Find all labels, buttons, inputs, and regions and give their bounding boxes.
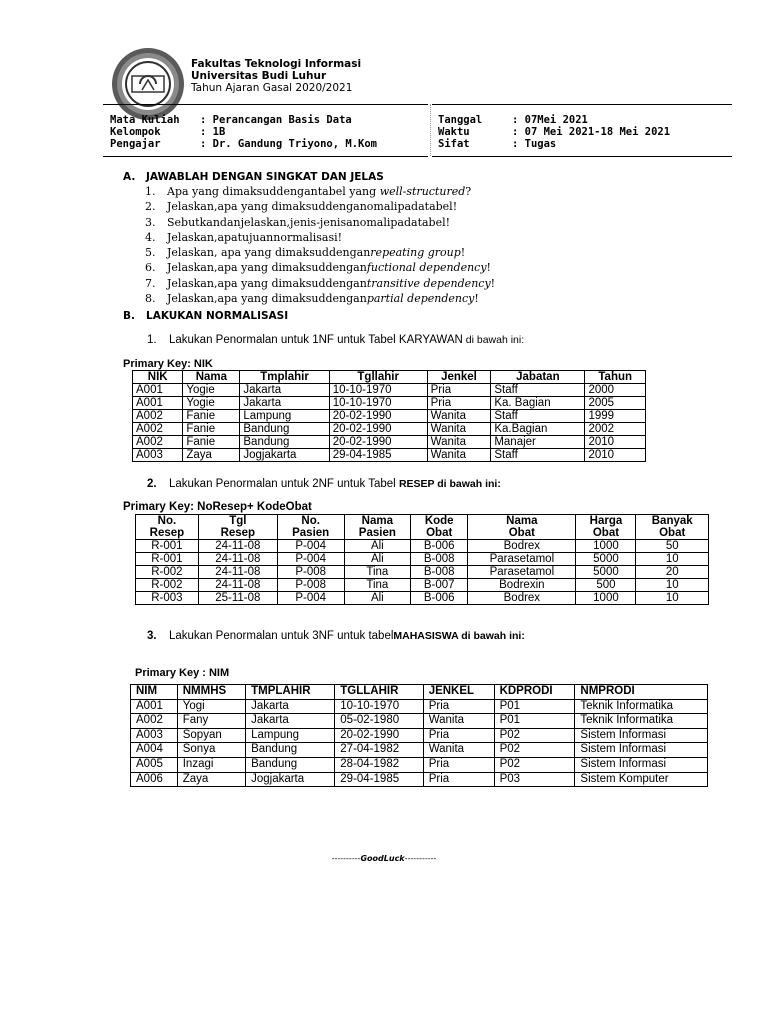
- question-punct: !: [460, 246, 466, 260]
- table-cell: P02: [494, 728, 575, 743]
- table1-primary-key: Primary Key: NIK: [123, 358, 213, 370]
- table-cell: A002: [133, 410, 183, 423]
- column-header-line: Resep: [220, 527, 256, 539]
- column-header: KDPRODI: [494, 685, 575, 700]
- table-cell: Sistem Komputer: [575, 772, 708, 787]
- section-a-letter: A.: [123, 171, 136, 183]
- table-cell: Pria: [427, 397, 491, 410]
- table-cell: 27-04-1982: [335, 743, 423, 758]
- table-row: [133, 423, 646, 436]
- table-cell: B-008: [411, 553, 468, 566]
- table-cell: Parasetamol: [468, 566, 576, 579]
- table-cell: 1000: [576, 540, 636, 553]
- table-cell: A002: [133, 423, 183, 436]
- b2-instruction: [147, 478, 501, 490]
- table-cell: Sistem Informasi: [575, 728, 708, 743]
- column-header: TGLLAHIR: [335, 685, 423, 700]
- column-header: Nama: [183, 371, 240, 384]
- table-row: [136, 540, 709, 553]
- table-cell: Fanie: [183, 436, 240, 449]
- table-row: [131, 714, 708, 729]
- table-cell: P02: [494, 743, 575, 758]
- university-name: Universitas Budi Luhur: [191, 70, 327, 82]
- question-punct: !: [486, 261, 491, 275]
- column-header-line: Harga: [589, 515, 623, 527]
- table-cell: Wanita: [427, 410, 491, 423]
- table-cell: Wanita: [423, 714, 494, 729]
- table-cell: A001: [133, 397, 183, 410]
- table-row: [131, 728, 708, 743]
- table-cell: 24-11-08: [198, 553, 277, 566]
- column-header: NIK: [133, 371, 183, 384]
- table-cell: Teknik Informatika: [575, 714, 708, 729]
- table-cell: 29-04-1985: [329, 449, 427, 462]
- table-cell: B-006: [411, 540, 468, 553]
- table-cell: A004: [131, 743, 178, 758]
- academic-year: Tahun Ajaran Gasal 2020/2021: [191, 82, 353, 94]
- table-cell: Pria: [423, 699, 494, 714]
- b3-bold: MAHASISWA di bawah ini:: [393, 630, 525, 642]
- column-header: [344, 515, 411, 540]
- table-cell: 2005: [585, 397, 646, 410]
- table-cell: Bodrex: [468, 592, 576, 605]
- table-cell: B-008: [411, 566, 468, 579]
- table-cell: 5000: [576, 566, 636, 579]
- question-item: [145, 276, 495, 291]
- table-cell: A006: [131, 772, 178, 787]
- question-punct: ?: [465, 185, 472, 198]
- column-header: JENKEL: [423, 685, 494, 700]
- b3-text: Lakukan Penormalan untuk 3NF untuk tabel: [169, 630, 394, 642]
- info-rule-left: [103, 156, 428, 157]
- table-cell: Jogjakarta: [240, 449, 329, 462]
- resep-table: [135, 514, 709, 605]
- table-cell: Manajer: [491, 436, 585, 449]
- info-divider: [430, 104, 431, 156]
- table-cell: 10: [636, 592, 709, 605]
- column-header: TMPLAHIR: [246, 685, 335, 700]
- table-cell: Sonya: [177, 743, 245, 758]
- question-text: Jelaskan, apa yang dimaksuddengan: [167, 246, 371, 260]
- table-cell: 20-02-1990: [329, 423, 427, 436]
- table-cell: Tina: [344, 579, 411, 592]
- column-header: NMMHS: [177, 685, 245, 700]
- karyawan-table: [132, 370, 646, 462]
- table-cell: Lampung: [246, 728, 335, 743]
- column-header: NMPRODI: [575, 685, 708, 700]
- b1-suffix: di bawah ini:: [462, 334, 525, 346]
- b3-number: 3.: [147, 630, 157, 642]
- table-cell: Pria: [423, 772, 494, 787]
- table-cell: Ali: [344, 553, 411, 566]
- value-mata-kuliah: : Perancangan Basis Data: [200, 114, 352, 126]
- table-cell: Ka.Bagian: [491, 423, 585, 436]
- table-row: [133, 449, 646, 462]
- table-cell: Yogi: [177, 699, 245, 714]
- table-cell: 05-02-1980: [335, 714, 423, 729]
- table3-primary-key: Primary Key : NIM: [135, 667, 230, 679]
- question-number: 1.: [145, 185, 156, 198]
- table-cell: Wanita: [427, 449, 491, 462]
- column-header-line: Tgl: [229, 515, 247, 527]
- table-cell: 10-10-1970: [329, 397, 427, 410]
- table-cell: 5000: [576, 553, 636, 566]
- question-text: Sebutkandanjelaskan,jenis-jenisanomalipadatabel!: [167, 215, 451, 229]
- column-header-line: No.: [301, 515, 320, 527]
- table-cell: P-008: [277, 566, 344, 579]
- table-cell: A001: [131, 699, 178, 714]
- table-cell: 1999: [585, 410, 646, 423]
- table-cell: 20-02-1990: [329, 436, 427, 449]
- table-cell: A002: [133, 436, 183, 449]
- column-header-line: Obat: [659, 527, 686, 539]
- question-term: partial dependency: [366, 292, 475, 306]
- column-header-line: Nama: [506, 515, 538, 527]
- question-text: Apa yang dimaksuddengantabel yang: [167, 185, 380, 198]
- question-list: [145, 184, 495, 306]
- table-cell: P-004: [277, 592, 344, 605]
- b1-number: 1.: [147, 334, 157, 346]
- table-row: [131, 757, 708, 772]
- question-item: [145, 245, 495, 260]
- mahasiswa-table: [130, 684, 708, 787]
- table-cell: Sistem Informasi: [575, 757, 708, 772]
- table-cell: Fany: [177, 714, 245, 729]
- table-cell: P01: [494, 699, 575, 714]
- logo-caption: [0, 0, 1, 1]
- table-cell: Staff: [491, 410, 585, 423]
- column-header-line: Obat: [592, 527, 620, 539]
- table-row: [133, 397, 646, 410]
- label-sifat: Sifat: [438, 138, 470, 150]
- table-cell: 2002: [585, 423, 646, 436]
- column-header: [277, 515, 344, 540]
- table-cell: A005: [131, 757, 178, 772]
- table-cell: Tina: [344, 566, 411, 579]
- table-cell: 1000: [576, 592, 636, 605]
- table-cell: Jogjakarta: [246, 772, 335, 787]
- table-cell: R-002: [136, 579, 199, 592]
- table-cell: Parasetamol: [468, 553, 576, 566]
- section-b-letter: B.: [123, 310, 135, 322]
- question-number: 7.: [145, 276, 156, 290]
- value-tanggal: : 07Mei 2021: [512, 114, 588, 126]
- table-cell: 10-10-1970: [329, 384, 427, 397]
- label-pengajar: Pengajar: [110, 138, 161, 150]
- table-row: [133, 436, 646, 449]
- table-cell: Staff: [491, 384, 585, 397]
- footer-dashes-right: -----------: [404, 854, 437, 863]
- label-waktu: Waktu: [438, 126, 470, 138]
- header-rule-right: [432, 104, 732, 105]
- value-waktu: : 07 Mei 2021-18 Mei 2021: [512, 126, 671, 138]
- table-cell: Pria: [423, 728, 494, 743]
- info-rule-right: [432, 156, 732, 157]
- table-cell: P-008: [277, 579, 344, 592]
- table-cell: Yogie: [183, 397, 240, 410]
- info-values-right: [512, 114, 670, 150]
- table-cell: 24-11-08: [198, 540, 277, 553]
- table-cell: P02: [494, 757, 575, 772]
- table-cell: Jakarta: [240, 397, 329, 410]
- question-text: Jelaskan,apa yang dimaksuddengan: [167, 261, 367, 275]
- column-header: Tmplahir: [240, 371, 329, 384]
- label-tanggal: Tanggal: [438, 114, 483, 126]
- table-cell: Jakarta: [240, 384, 329, 397]
- table-cell: A002: [131, 714, 178, 729]
- table-cell: Sopyan: [177, 728, 245, 743]
- table-row: [136, 579, 709, 592]
- table-cell: Bandung: [240, 436, 329, 449]
- table-cell: Bandung: [240, 423, 329, 436]
- question-item: [145, 184, 495, 199]
- question-text: Jelaskan,apatujuannormalisasi!: [167, 230, 343, 244]
- table-cell: Jakarta: [246, 714, 335, 729]
- question-term: fuctional dependency: [366, 261, 487, 275]
- table-row: [133, 384, 646, 397]
- table-row: [133, 410, 646, 423]
- table-row: [136, 553, 709, 566]
- question-text: Jelaskan,apa yang dimaksuddengan: [167, 292, 367, 306]
- table-row: [131, 743, 708, 758]
- question-number: 3.: [145, 215, 156, 229]
- info-labels-right: [438, 114, 482, 150]
- question-number: 8.: [145, 292, 156, 306]
- faculty-name: Fakultas Teknologi Informasi: [191, 58, 362, 70]
- question-text: Jelaskan,apa yang dimaksuddenganomalipadatabel!: [167, 200, 458, 214]
- footer: [0, 854, 768, 863]
- table-cell: A001: [133, 384, 183, 397]
- table-cell: R-003: [136, 592, 199, 605]
- table-cell: 20-02-1990: [329, 410, 427, 423]
- column-header: Tahun: [585, 371, 646, 384]
- table-cell: 24-11-08: [198, 566, 277, 579]
- table-cell: Bodrex: [468, 540, 576, 553]
- section-b-title: LAKUKAN NORMALISASI: [146, 310, 289, 322]
- column-header-line: Kode: [424, 515, 454, 527]
- table-cell: Inzagi: [177, 757, 245, 772]
- table-cell: Wanita: [423, 743, 494, 758]
- table-cell: Pria: [427, 384, 491, 397]
- table-cell: Yogie: [183, 384, 240, 397]
- header-rule-left: [103, 104, 428, 105]
- table-row: [136, 592, 709, 605]
- column-header: [198, 515, 277, 540]
- column-header-line: Banyak: [651, 515, 693, 527]
- question-item: [145, 291, 495, 306]
- table-cell: Jakarta: [246, 699, 335, 714]
- table-cell: 2010: [585, 436, 646, 449]
- column-header-line: Resep: [149, 527, 185, 539]
- column-header: Tgllahir: [329, 371, 427, 384]
- column-header-line: Pasien: [292, 527, 330, 539]
- table-cell: 10: [636, 553, 709, 566]
- table-row: [136, 566, 709, 579]
- value-pengajar: : Dr. Gandung Triyono, M.Kom: [200, 138, 378, 150]
- column-header: [636, 515, 709, 540]
- table-cell: Ka. Bagian: [491, 397, 585, 410]
- column-header-line: Nama: [361, 515, 393, 527]
- table-cell: Zaya: [177, 772, 245, 787]
- table-cell: Bandung: [246, 757, 335, 772]
- column-header-line: Obat: [508, 527, 535, 539]
- table-cell: Bodrexin: [468, 579, 576, 592]
- table-cell: 28-04-1982: [335, 757, 423, 772]
- table2-primary-key: Primary Key: NoResep+ KodeObat: [123, 501, 312, 513]
- column-header-line: Pasien: [358, 527, 396, 539]
- info-values-left: [200, 114, 377, 150]
- table-cell: 2010: [585, 449, 646, 462]
- table-row: [131, 699, 708, 714]
- table-cell: 25-11-08: [198, 592, 277, 605]
- question-punct: !: [490, 276, 496, 290]
- table-cell: Bandung: [246, 743, 335, 758]
- footer-goodluck: GoodLuck: [360, 854, 405, 863]
- table-cell: A003: [133, 449, 183, 462]
- column-header: Jenkel: [427, 371, 491, 384]
- table-cell: Ali: [344, 540, 411, 553]
- column-header-line: No.: [157, 515, 177, 527]
- table-cell: Sistem Informasi: [575, 743, 708, 758]
- question-item: [145, 215, 495, 230]
- table-cell: Ali: [344, 592, 411, 605]
- question-term: repeating group: [370, 246, 461, 260]
- section-a-title: JAWABLAH DENGAN SINGKAT DAN JELAS: [146, 171, 384, 183]
- label-mata-kuliah: Mata Kuliah: [110, 114, 180, 126]
- question-number: 2.: [145, 200, 156, 214]
- table-cell: 10: [636, 579, 709, 592]
- table-cell: 10-10-1970: [335, 699, 423, 714]
- column-header-line: Obat: [426, 527, 453, 539]
- table-cell: R-002: [136, 566, 199, 579]
- b3-instruction: [147, 630, 525, 642]
- table-cell: 500: [576, 579, 636, 592]
- table-cell: 29-04-1985: [335, 772, 423, 787]
- b1-text: Lakukan Penormalan untuk 1NF untuk Tabel KARYAWAN: [169, 334, 463, 346]
- university-logo: [110, 46, 186, 122]
- b2-number: 2.: [147, 478, 157, 490]
- value-kelompok: : 1B: [200, 126, 226, 138]
- table-cell: Fanie: [183, 423, 240, 436]
- table-cell: B-007: [411, 579, 468, 592]
- b1-instruction: [147, 334, 524, 346]
- table-cell: A003: [131, 728, 178, 743]
- column-header: Jabatan: [491, 371, 585, 384]
- question-item: [145, 260, 495, 275]
- table-cell: 50: [636, 540, 709, 553]
- table-cell: Pria: [423, 757, 494, 772]
- footer-dashes-left: ----------: [331, 854, 361, 863]
- question-item: [145, 230, 495, 245]
- question-punct: !: [474, 292, 479, 306]
- b2-text: Lakukan Penormalan untuk 2NF untuk Tabel: [169, 478, 399, 490]
- table-row: [131, 772, 708, 787]
- value-sifat: : Tugas: [512, 138, 557, 150]
- table-cell: Teknik Informatika: [575, 699, 708, 714]
- question-number: 4.: [145, 230, 156, 244]
- column-header: [411, 515, 468, 540]
- info-labels-left: [110, 114, 180, 150]
- question-item: [145, 199, 495, 214]
- column-header: [576, 515, 636, 540]
- question-number: 5.: [145, 246, 156, 260]
- question-term: transitive dependency: [366, 276, 491, 290]
- column-header: NIM: [131, 685, 178, 700]
- table-cell: R-001: [136, 553, 199, 566]
- table-cell: 24-11-08: [198, 579, 277, 592]
- question-text: Jelaskan,apa yang dimaksuddengan: [167, 276, 367, 290]
- table-cell: Wanita: [427, 436, 491, 449]
- table-header-row: [131, 685, 708, 700]
- table-cell: 2000: [585, 384, 646, 397]
- question-term: well-structured: [379, 185, 466, 198]
- table-cell: 20-02-1990: [335, 728, 423, 743]
- table-cell: 20: [636, 566, 709, 579]
- label-kelompok: Kelompok: [110, 126, 161, 138]
- table-cell: Wanita: [427, 423, 491, 436]
- table-cell: P-004: [277, 540, 344, 553]
- b2-bold: RESEP di bawah ini:: [398, 478, 501, 490]
- table-header-row: [136, 515, 709, 540]
- table-cell: P-004: [277, 553, 344, 566]
- table-cell: P01: [494, 714, 575, 729]
- column-header: [136, 515, 199, 540]
- table-cell: R-001: [136, 540, 199, 553]
- question-number: 6.: [145, 261, 156, 275]
- table-cell: B-006: [411, 592, 468, 605]
- column-header: [468, 515, 576, 540]
- table-cell: Lampung: [240, 410, 329, 423]
- table-cell: Zaya: [183, 449, 240, 462]
- table-cell: P03: [494, 772, 575, 787]
- table-cell: Fanie: [183, 410, 240, 423]
- table-cell: Staff: [491, 449, 585, 462]
- table-header-row: [133, 371, 646, 384]
